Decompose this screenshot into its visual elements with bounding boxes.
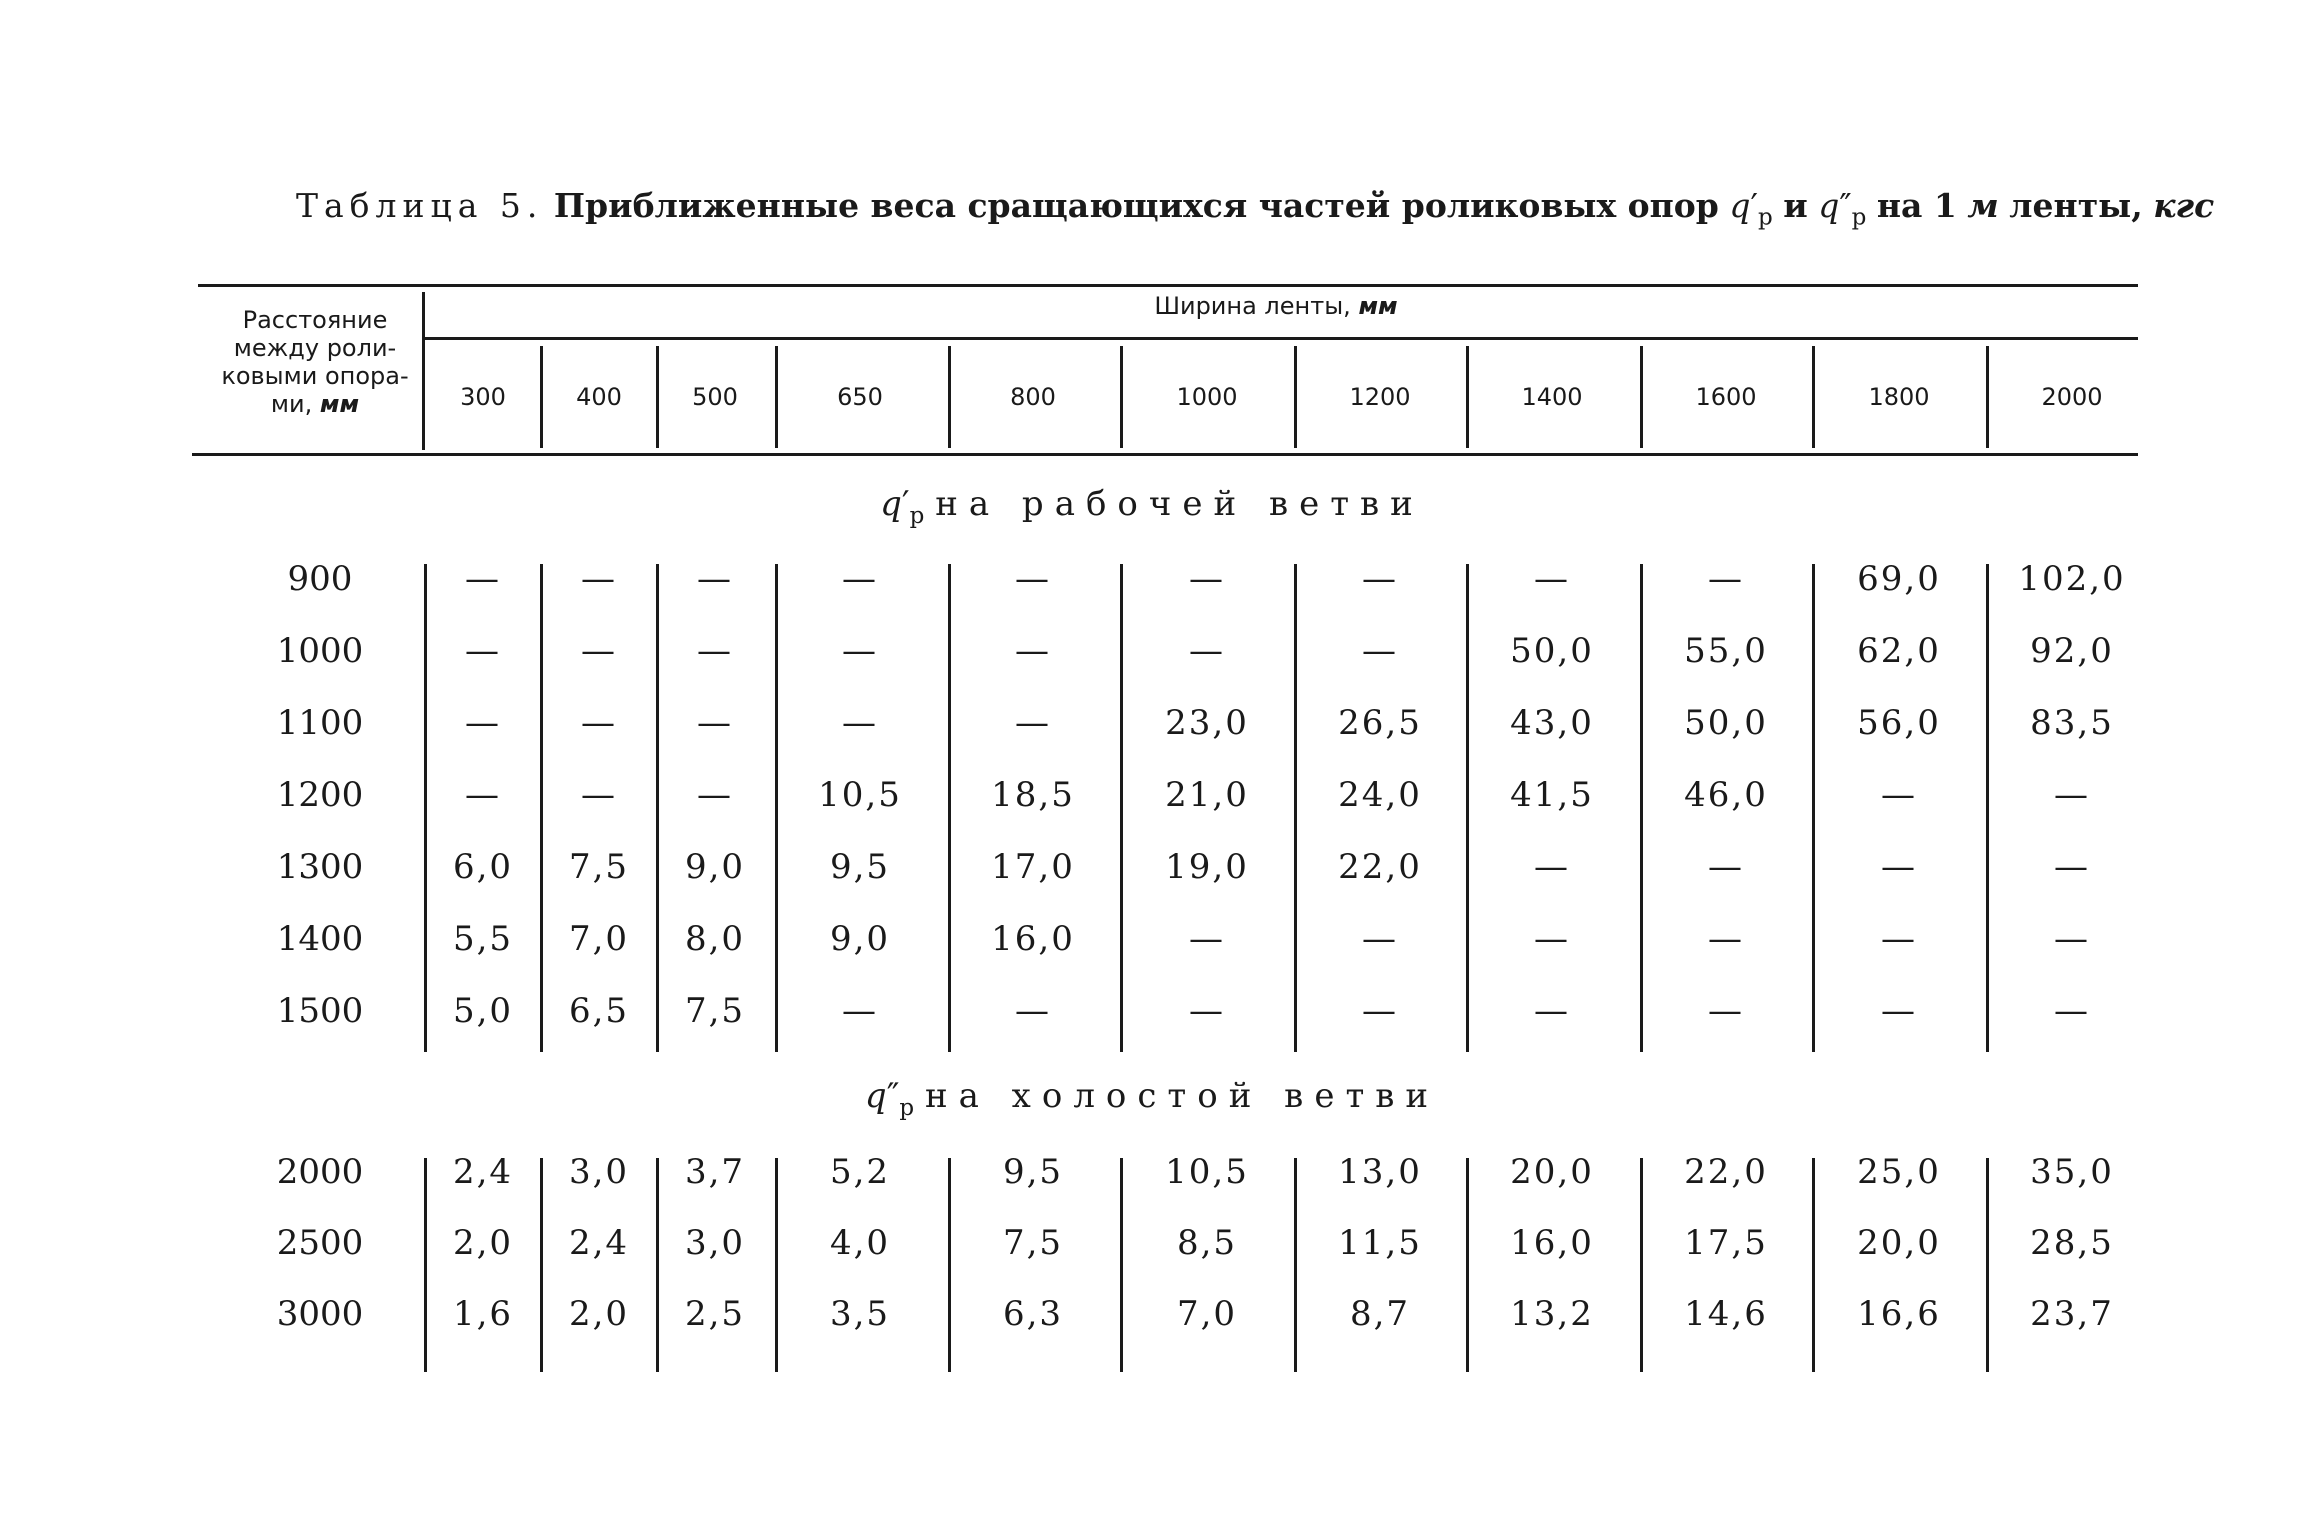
column-divider: [1812, 1158, 1815, 1372]
column-divider: [424, 1158, 427, 1372]
section1-title: на рабочей ветви: [935, 484, 1424, 524]
header-bottom-rule: [192, 453, 2138, 456]
table-cell: —: [1534, 919, 1570, 959]
table-cell: 16,6: [1857, 1294, 1941, 1334]
table-cell: —: [2054, 847, 2090, 887]
table-cell: —: [2054, 775, 2090, 815]
table-cell: 2,0: [452, 1223, 514, 1263]
table-cell: 2,0: [568, 1294, 630, 1334]
table-cell: 16,0: [1510, 1223, 1594, 1263]
table-cell: 62,0: [1857, 631, 1941, 671]
section1-sub: р: [909, 502, 925, 529]
table-cell: 55,0: [1684, 631, 1768, 671]
column-divider: [656, 1158, 659, 1372]
row-label: 1500: [276, 991, 364, 1031]
row-header-line-2: между роли-: [233, 334, 397, 362]
row-label: 2500: [276, 1223, 364, 1263]
table-cell: —: [581, 775, 617, 815]
column-header: 1400: [1521, 383, 1583, 411]
table-cell: —: [465, 775, 501, 815]
row-header-label: [190, 306, 440, 418]
column-divider: [1640, 1158, 1643, 1372]
column-divider: [424, 564, 427, 1052]
column-header-divider: [540, 346, 543, 448]
table-cell: —: [1708, 559, 1744, 599]
table-cell: 28,5: [2030, 1223, 2114, 1263]
column-header: 500: [692, 383, 738, 411]
table-cell: 22,0: [1684, 1152, 1768, 1192]
caption-unit-m: м: [1967, 186, 1999, 225]
caption-tail: на 1: [1876, 186, 1957, 225]
caption-unit-kgs: кгс: [2153, 186, 2215, 225]
table-cell: 8,5: [1176, 1223, 1238, 1263]
table-cell: 92,0: [2030, 631, 2114, 671]
column-divider: [656, 564, 659, 1052]
column-header: 1000: [1176, 383, 1238, 411]
table-cell: —: [697, 703, 733, 743]
column-divider: [775, 564, 778, 1052]
table-cell: 6,0: [452, 847, 514, 887]
column-divider: [540, 1158, 543, 1372]
table-cell: 23,7: [2030, 1294, 2114, 1334]
caption-title: Приближенные веса сращающихся частей роликовых опор: [553, 186, 1719, 225]
column-divider: [1120, 564, 1123, 1052]
column-divider: [1294, 564, 1297, 1052]
column-group-header: [426, 292, 2126, 320]
section2-q: q: [864, 1076, 887, 1116]
column-header: 800: [1010, 383, 1056, 411]
caption-dprime: ″: [1839, 186, 1852, 225]
table-cell: 43,0: [1510, 703, 1594, 743]
caption-q2: q: [1818, 186, 1840, 225]
table-cell: 10,5: [1165, 1152, 1249, 1192]
table-cell: —: [697, 559, 733, 599]
table-cell: 2,5: [684, 1294, 746, 1334]
column-divider: [948, 564, 951, 1052]
table-cell: 41,5: [1510, 775, 1594, 815]
column-header-divider: [1640, 346, 1643, 448]
table-cell: —: [1015, 703, 1051, 743]
table-cell: 16,0: [991, 919, 1075, 959]
table-cell: —: [1708, 919, 1744, 959]
table-cell: —: [581, 631, 617, 671]
row-header-line-4: [190, 390, 440, 418]
table-cell: —: [697, 775, 733, 815]
table-cell: —: [1362, 991, 1398, 1031]
table-cell: —: [465, 631, 501, 671]
table-cell: 9,5: [829, 847, 891, 887]
table-cell: 5,2: [829, 1152, 891, 1192]
table-cell: 18,5: [991, 775, 1075, 815]
table-cell: 2,4: [452, 1152, 514, 1192]
table-cell: 14,6: [1684, 1294, 1768, 1334]
table-cell: —: [1534, 991, 1570, 1031]
column-divider: [1294, 1158, 1297, 1372]
section2-title: на холостой ветви: [924, 1076, 1440, 1116]
table-cell: 9,5: [1002, 1152, 1064, 1192]
table-cell: —: [2054, 919, 2090, 959]
caption-sub2: р: [1851, 204, 1867, 231]
table-cell: 56,0: [1857, 703, 1941, 743]
table-cell: 35,0: [2030, 1152, 2114, 1192]
column-divider: [1986, 564, 1989, 1052]
column-group-label: Ширина ленты,: [1154, 292, 1351, 320]
section2-mark: ″: [886, 1076, 900, 1116]
column-header: 1200: [1349, 383, 1411, 411]
row-header-line-1: Расстояние: [242, 306, 388, 334]
table-cell: 2,4: [568, 1223, 630, 1263]
caption-label: Таблица 5.: [296, 186, 544, 225]
section1-mark: ′: [901, 484, 910, 524]
table-cell: —: [1881, 847, 1917, 887]
column-header: 1800: [1868, 383, 1930, 411]
table-cell: —: [465, 559, 501, 599]
table-cell: 10,5: [818, 775, 902, 815]
header-top-rule: [198, 284, 2138, 287]
table-cell: —: [1362, 919, 1398, 959]
column-divider: [1986, 1158, 1989, 1372]
table-cell: —: [1015, 559, 1051, 599]
caption-tail2: ленты,: [2009, 186, 2143, 225]
column-divider: [1812, 564, 1815, 1052]
column-header-divider: [1120, 346, 1123, 448]
table-cell: —: [697, 631, 733, 671]
table-cell: —: [1189, 559, 1225, 599]
table-cell: 21,0: [1165, 775, 1249, 815]
column-header: 300: [460, 383, 506, 411]
section-idle-branch-title: [0, 1076, 2304, 1121]
table-cell: 7,5: [1002, 1223, 1064, 1263]
table-cell: 7,0: [568, 919, 630, 959]
table-cell: 13,2: [1510, 1294, 1594, 1334]
table-cell: 3,0: [568, 1152, 630, 1192]
table-cell: 6,3: [1002, 1294, 1064, 1334]
table-cell: 20,0: [1510, 1152, 1594, 1192]
caption-q1: q: [1729, 186, 1751, 225]
section2-sub: р: [899, 1094, 915, 1121]
table-cell: —: [465, 703, 501, 743]
row-header-line-4-text: ми,: [270, 390, 313, 418]
table-cell: 46,0: [1684, 775, 1768, 815]
column-divider: [540, 564, 543, 1052]
column-header-divider: [1986, 346, 1989, 448]
table-cell: —: [1534, 847, 1570, 887]
table-cell: —: [1015, 631, 1051, 671]
table-cell: 3,5: [829, 1294, 891, 1334]
column-header-divider: [656, 346, 659, 448]
table-cell: 11,5: [1338, 1223, 1422, 1263]
table-cell: 3,7: [684, 1152, 746, 1192]
table-cell: 20,0: [1857, 1223, 1941, 1263]
column-header-divider: [775, 346, 778, 448]
table-cell: —: [1015, 991, 1051, 1031]
column-divider: [775, 1158, 778, 1372]
table-cell: 83,5: [2030, 703, 2114, 743]
column-header: 2000: [2041, 383, 2103, 411]
table-cell: —: [1881, 775, 1917, 815]
column-header-divider: [948, 346, 951, 448]
table-cell: 102,0: [2018, 559, 2126, 599]
table-cell: —: [1881, 991, 1917, 1031]
table-cell: —: [842, 991, 878, 1031]
table-cell: —: [1189, 991, 1225, 1031]
column-header-divider: [1466, 346, 1469, 448]
table-cell: —: [581, 559, 617, 599]
table-cell: 3,0: [684, 1223, 746, 1263]
table-cell: —: [842, 559, 878, 599]
table-cell: 7,0: [1176, 1294, 1238, 1334]
column-header-divider: [1294, 346, 1297, 448]
column-divider: [1466, 1158, 1469, 1372]
row-label: 2000: [276, 1152, 364, 1192]
table-cell: 9,0: [684, 847, 746, 887]
table-cell: 7,5: [684, 991, 746, 1031]
table-cell: 19,0: [1165, 847, 1249, 887]
table-cell: 5,0: [452, 991, 514, 1031]
column-divider: [1120, 1158, 1123, 1372]
row-label: 1300: [276, 847, 364, 887]
table-cell: 13,0: [1338, 1152, 1422, 1192]
column-header: 1600: [1695, 383, 1757, 411]
table-cell: —: [1534, 559, 1570, 599]
column-header-divider: [1812, 346, 1815, 448]
row-label: 900: [287, 559, 353, 599]
table-cell: 7,5: [568, 847, 630, 887]
table-cell: 50,0: [1510, 631, 1594, 671]
column-divider: [1466, 564, 1469, 1052]
table-cell: —: [1362, 631, 1398, 671]
table-cell: —: [1708, 991, 1744, 1031]
table-cell: —: [842, 703, 878, 743]
column-header: 400: [576, 383, 622, 411]
table-cell: 4,0: [829, 1223, 891, 1263]
row-header-line-3: ковыми опора-: [221, 362, 409, 390]
table-cell: 8,0: [684, 919, 746, 959]
table-cell: —: [1708, 847, 1744, 887]
table-cell: 22,0: [1338, 847, 1422, 887]
table-cell: 50,0: [1684, 703, 1768, 743]
section-working-branch-title: [0, 484, 2304, 529]
table-cell: 1,6: [452, 1294, 514, 1334]
table-cell: —: [1189, 919, 1225, 959]
table-cell: 23,0: [1165, 703, 1249, 743]
caption-prime: ′: [1750, 186, 1758, 225]
table-cell: —: [842, 631, 878, 671]
caption-sub1: р: [1758, 204, 1773, 231]
table-cell: 6,5: [568, 991, 630, 1031]
table-cell: 17,5: [1684, 1223, 1768, 1263]
section1-q: q: [880, 484, 902, 524]
table-cell: 9,0: [829, 919, 891, 959]
table-cell: —: [1362, 559, 1398, 599]
table-cell: 5,5: [452, 919, 514, 959]
table-cell: 26,5: [1338, 703, 1422, 743]
table-cell: 25,0: [1857, 1152, 1941, 1192]
row-header-unit: мм: [319, 390, 360, 418]
table-cell: 8,7: [1349, 1294, 1411, 1334]
caption-and: и: [1783, 186, 1808, 225]
table-cell: —: [1881, 919, 1917, 959]
row-label: 1000: [276, 631, 364, 671]
table-cell: 17,0: [991, 847, 1075, 887]
table-cell: —: [1189, 631, 1225, 671]
table-cell: 24,0: [1338, 775, 1422, 815]
column-group-unit: мм: [1358, 292, 1398, 320]
row-label: 3000: [276, 1294, 364, 1334]
row-label: 1200: [276, 775, 364, 815]
column-header: 650: [837, 383, 883, 411]
column-divider: [948, 1158, 951, 1372]
header-span-rule: [424, 337, 2138, 340]
row-label: 1400: [276, 919, 364, 959]
table-cell: —: [2054, 991, 2090, 1031]
table-cell: —: [581, 703, 617, 743]
table-caption: [296, 180, 2214, 244]
column-divider: [1640, 564, 1643, 1052]
table-cell: 69,0: [1857, 559, 1941, 599]
row-label: 1100: [276, 703, 364, 743]
